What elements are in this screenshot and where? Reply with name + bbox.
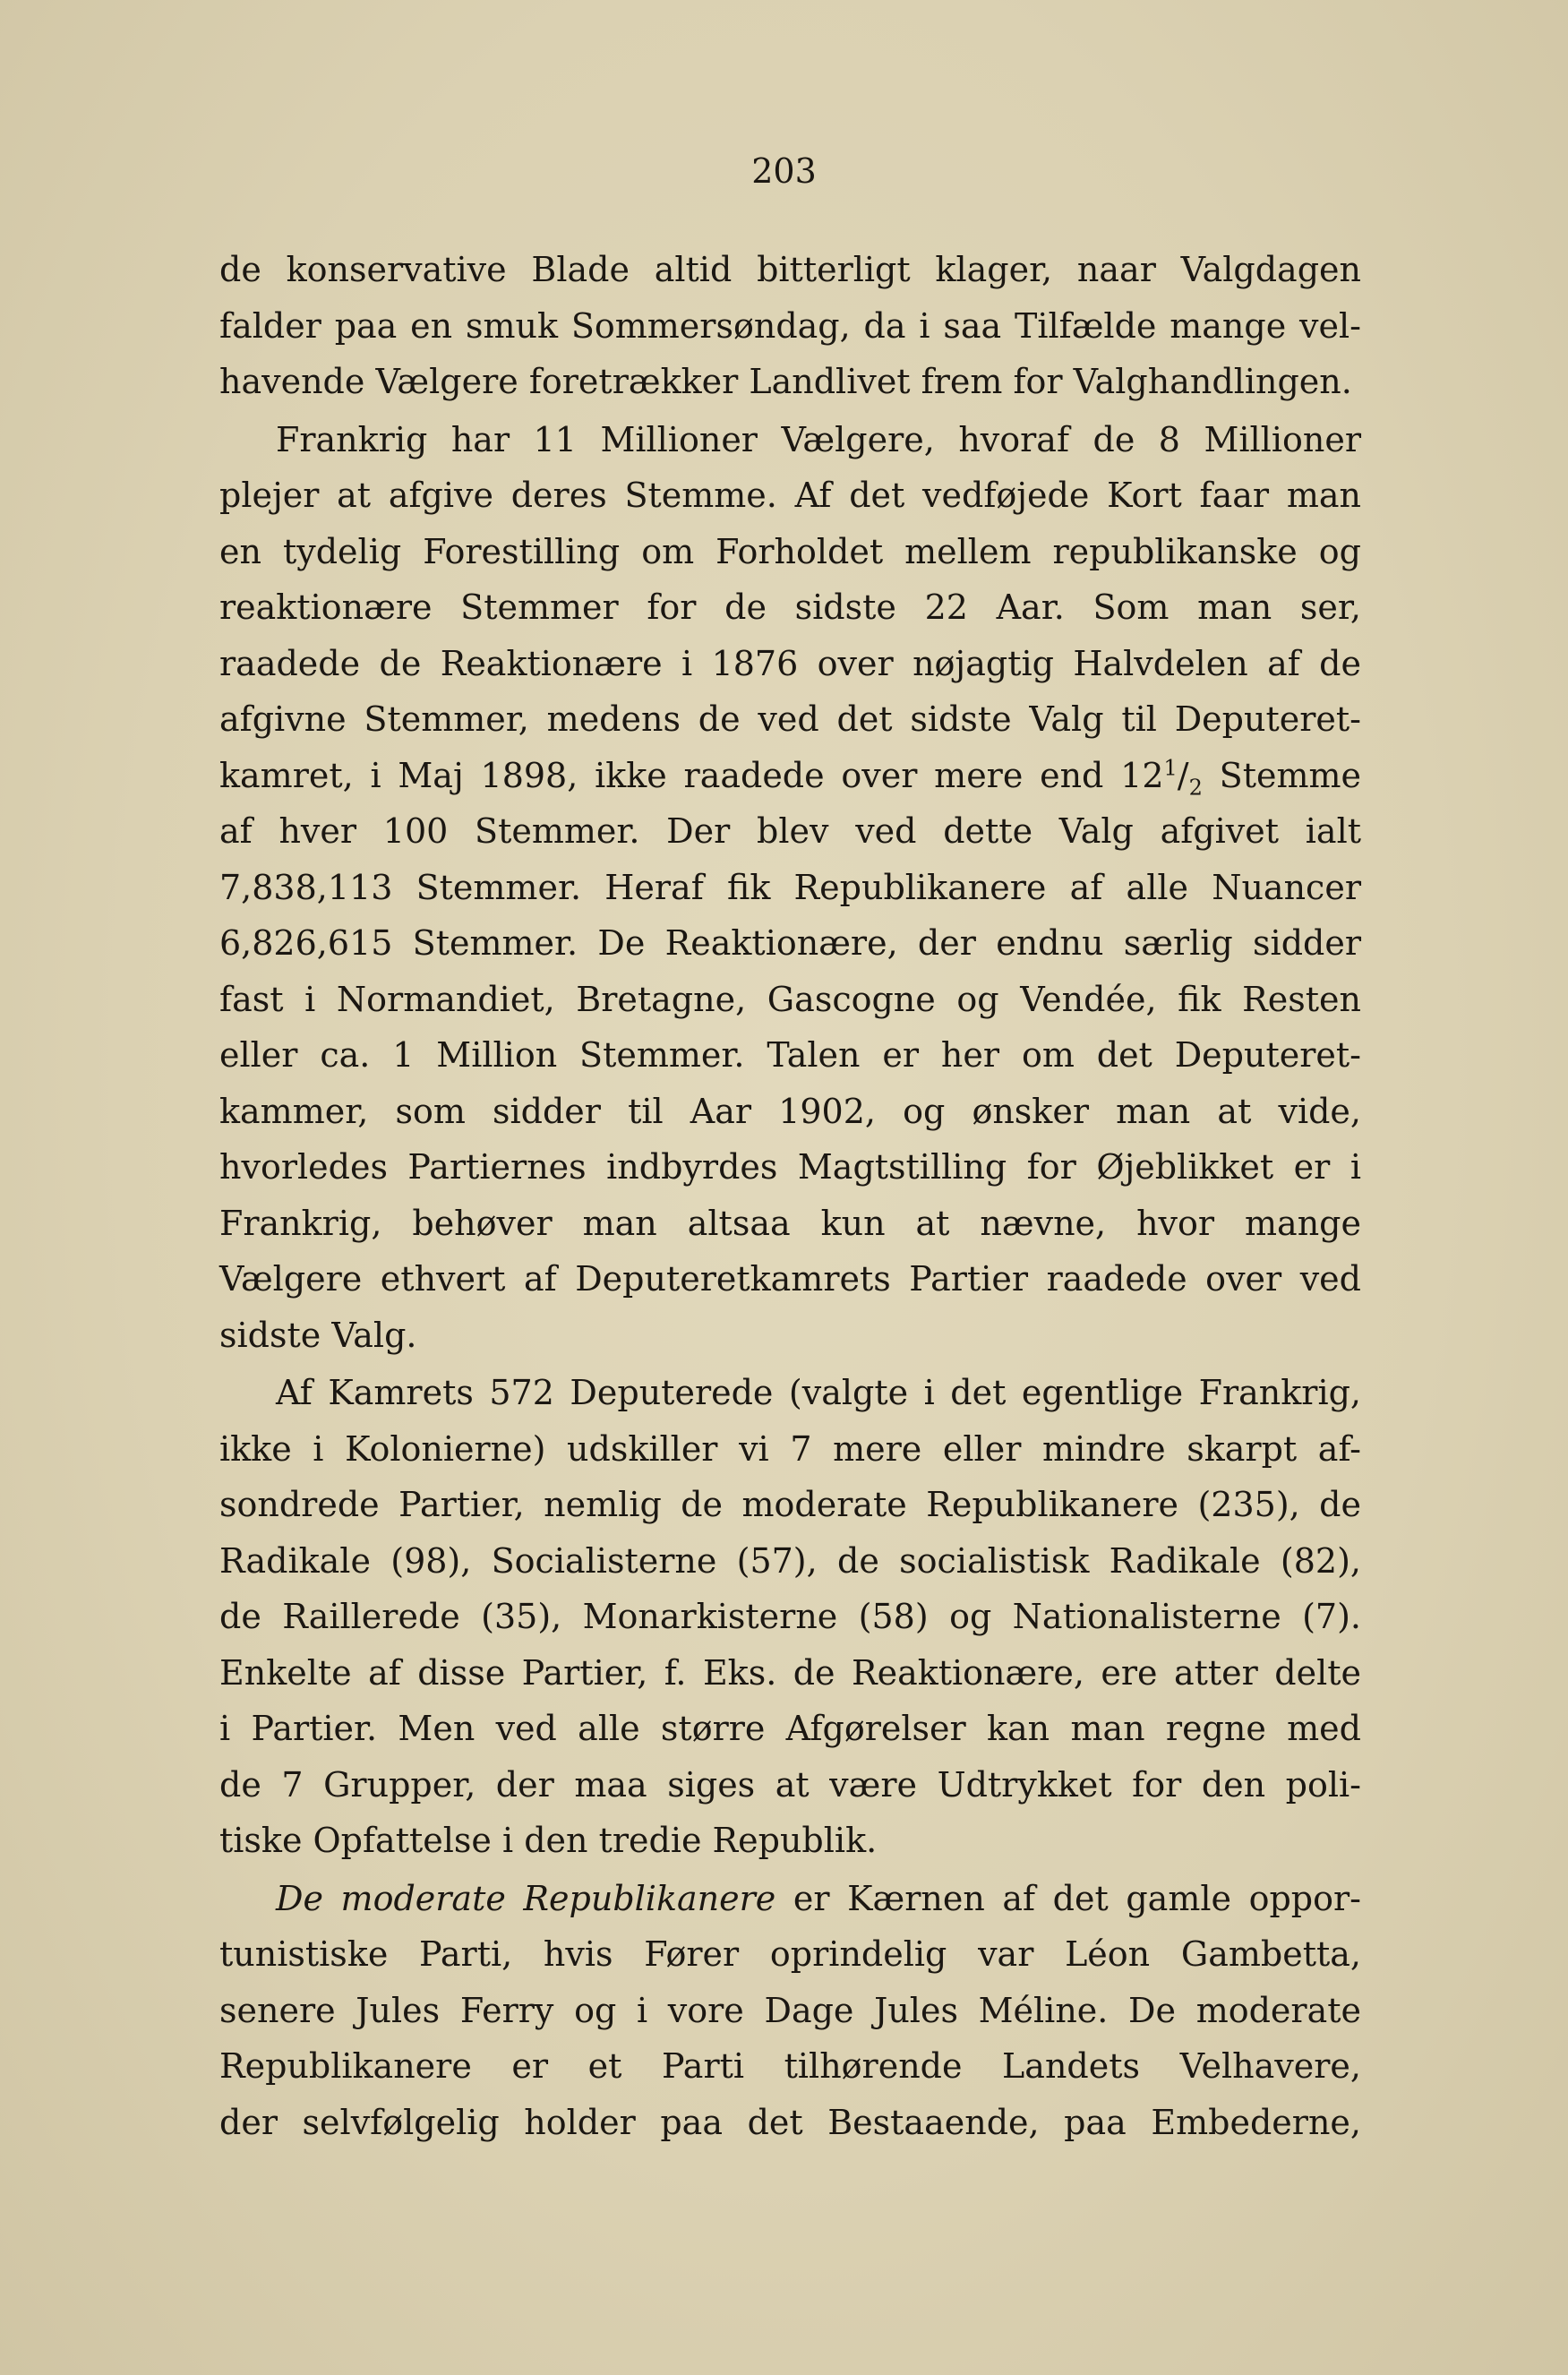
text-line: kamret, i Maj 1898, ikke raadede over mere end $12^1/_2$ Stemme <box>219 754 1362 801</box>
text-line: de 7 Grupper, der maa siges at være Udtrykket for den poli- <box>219 1764 1361 1805</box>
text-line: sondrede Partier, nemlig de moderate Republikanere (235), de <box>219 1485 1361 1524</box>
text-line: kammer, som sidder til Aar 1902, og ønsker man at vide, <box>219 1091 1361 1131</box>
text-line: raadede de Reaktionære i 1876 over nøjagtig Halvdelen af de <box>219 643 1361 683</box>
text-line: af hver 100 Stemmer. Der blev ved dette Valg afgivet ialt <box>219 811 1361 851</box>
text-line: 6,826,615 Stemmer. De Reaktionære, der endnu særlig sidder <box>219 923 1361 963</box>
text-line: Radikale (98), Socialisterne (57), de socialistisk Radikale (82), <box>219 1540 1361 1581</box>
text-line: plejer at afgive deres Stemme. Af det vedføjede Kort faar man <box>219 476 1361 515</box>
text-line: falder paa en smuk Sommersøndag, da i saa Tilfælde mange vel- <box>219 305 1361 346</box>
text-line: reaktionære Stemmer for de sidste 22 Aar. Som man ser, <box>219 587 1361 627</box>
text-line: fast i Normandiet, Bretagne, Gascogne og Vendée, fik Resten <box>219 979 1361 1019</box>
text-line: 7,838,113 Stemmer. Heraf fik Republikanere af alle Nuancer <box>219 867 1361 907</box>
body-text <box>219 242 1361 2150</box>
text-line: hvorledes Partiernes indbyrdes Magtstilling for Øjeblikket er i <box>219 1147 1361 1187</box>
fraction-numerator: 1 <box>1163 754 1178 780</box>
text-line: de konservative Blade altid bitterligt klager, naar Valgdagen <box>219 250 1361 289</box>
text-line: tiske Opfattelse i den tredie Republik. <box>219 1821 878 1860</box>
text-line: sidste Valg. <box>219 1315 417 1355</box>
text-line: Vælgere ethvert af Deputeretkamrets Partier raadede over ved <box>219 1259 1361 1299</box>
text-line: Frankrig har 11 Millioner Vælgere, hvoraf de 8 Millioner <box>276 419 1361 459</box>
text-line: der selvfølgelig holder paa det Bestaaende, paa Embederne, <box>219 2102 1361 2142</box>
fraction-denominator: 2 <box>1188 775 1203 801</box>
text-line: senere Jules Ferry og i vore Dage Jules Méline. De moderate <box>219 1990 1361 2030</box>
text-line: Republikanere er et Parti tilhørende Landets Velhavere, <box>219 2046 1361 2086</box>
text-line: i Partier. Men ved alle større Afgørelser kan man regne med <box>219 1709 1361 1748</box>
page-number: 203 <box>751 151 817 191</box>
text-line: Af Kamrets 572 Deputerede (valgte i det egentlige Frankrig, <box>276 1373 1361 1412</box>
text-line: havende Vælgere foretrækker Landlivet frem for Valghandlingen. <box>219 362 1352 401</box>
text-line: en tydelig Forestilling om Forholdet mellem republikanske og <box>219 531 1361 571</box>
text-line: de Raillerede (35), Monarkisterne (58) og Nationalisterne (7). <box>219 1597 1361 1636</box>
text-line: Frankrig, behøver man altsaa kun at nævne, hvor mange <box>219 1203 1361 1243</box>
text-line: De moderate Republikanere er Kærnen af det gamle oppor- <box>276 1878 1361 1918</box>
text-line: tunistiske Parti, hvis Fører oprindelig var Léon Gambetta, <box>219 1934 1361 1974</box>
italic-term: De moderate Republikanere <box>276 1878 776 1918</box>
text-line: eller ca. 1 Million Stemmer. Talen er her om det Deputeret- <box>219 1035 1361 1075</box>
text-line: afgivne Stemmer, medens de ved det sidste Valg til Deputeret- <box>219 699 1361 739</box>
text-line: Enkelte af disse Partier, f. Eks. de Reaktionære, ere atter delte <box>219 1652 1361 1693</box>
text-line: ikke i Kolonierne) udskiller vi 7 mere eller mindre skarpt af- <box>219 1428 1361 1469</box>
